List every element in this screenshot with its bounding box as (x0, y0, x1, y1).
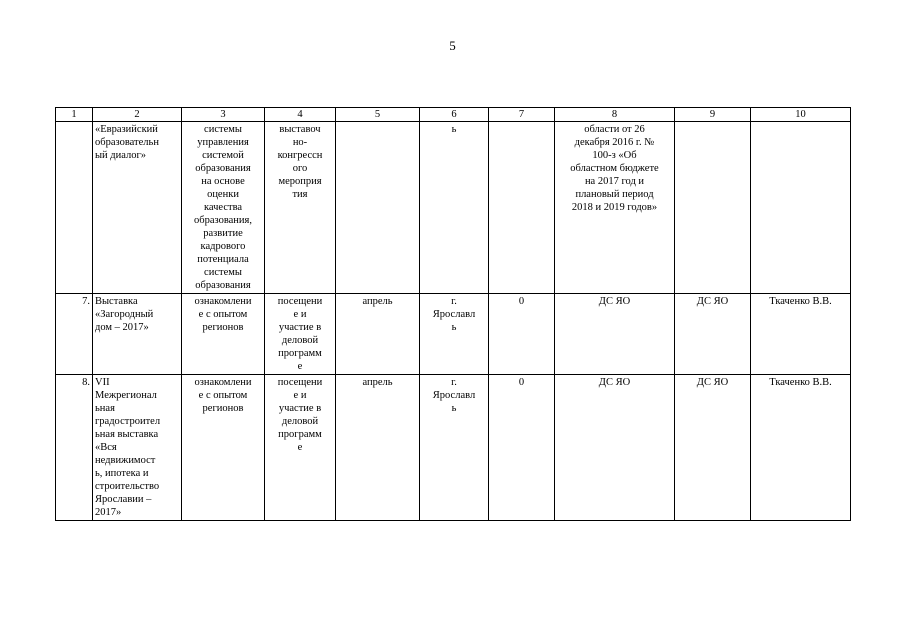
cell-line: Ярославии – (95, 494, 152, 505)
organizer-cell (675, 294, 751, 375)
table-row (56, 294, 851, 375)
cell-line: ый диалог» (95, 150, 147, 161)
cost-cell (489, 122, 555, 294)
cell-line: тия (292, 189, 308, 200)
cell-line: ознакомлени (194, 296, 252, 307)
responsible-cell (751, 122, 851, 294)
cell-line: е (297, 442, 303, 453)
cell-line: образования (195, 280, 251, 291)
cell-line: посещени (277, 377, 323, 388)
cell-line: г. (451, 377, 457, 388)
cell-line: ознакомлени (194, 377, 252, 388)
participation-form-cell (265, 122, 336, 294)
cell-line: развитие (203, 228, 243, 239)
cell-line: регионов (202, 403, 244, 414)
events-table (55, 107, 851, 521)
cell-line: Ткаченко В.В. (769, 377, 832, 388)
cell-line: е и (293, 309, 307, 320)
cell-line: ДС ЯО (598, 296, 631, 307)
cell-line: выставоч (279, 124, 321, 135)
responsible-cell (751, 294, 851, 375)
cell-line: строительство (95, 481, 160, 492)
cell-line: плановый период (575, 189, 654, 200)
funding-source-cell (555, 375, 675, 521)
cell-line: ь (451, 322, 457, 333)
purpose-cell (182, 375, 265, 521)
cell-line: е с опытом (198, 390, 248, 401)
cell-line: ь (451, 124, 457, 135)
cell-line: ь, ипотека и (95, 468, 149, 479)
cell-line: качества (203, 202, 243, 213)
cell-line: дом – 2017» (95, 322, 149, 333)
cell-line: потенциала (197, 254, 249, 265)
cell-line: системы (204, 267, 242, 278)
cell-line: системой (202, 150, 244, 161)
cell-line: программ (278, 429, 322, 440)
cell-line: мероприя (278, 176, 322, 187)
cell-line: деловой (281, 416, 319, 427)
page-number: 5 (449, 38, 456, 53)
cell-line: 2017» (95, 507, 122, 518)
event-name-cell (93, 294, 182, 375)
funding-source-cell (555, 294, 675, 375)
table-row (56, 122, 851, 294)
cell-line: образования (195, 163, 251, 174)
row-number-cell: 7. (56, 294, 93, 375)
cell-line: недвижимост (95, 455, 156, 466)
cell-line: Ткаченко В.В. (769, 296, 832, 307)
cell-line: кадрового (200, 241, 246, 252)
cell-line: ДС ЯО (696, 296, 729, 307)
cell-line: системы (204, 124, 242, 135)
place-cell (420, 375, 489, 521)
cell-line: на 2017 год и (584, 176, 645, 187)
cell-line: е (297, 361, 303, 372)
cell-line: но- (292, 137, 308, 148)
column-header: 9 (675, 108, 751, 122)
purpose-cell (182, 122, 265, 294)
organizer-cell (675, 122, 751, 294)
place-cell (420, 294, 489, 375)
cell-line: г. (451, 296, 457, 307)
header-row (56, 108, 851, 122)
cell-line: участие в (278, 322, 322, 333)
cell-line: 0 (518, 377, 525, 388)
cell-line: Ярославл (432, 309, 476, 320)
cell-line: участие в (278, 403, 322, 414)
cell-line: «Вся (95, 442, 117, 453)
cell-line: «Загородный (95, 309, 154, 320)
column-header: 5 (336, 108, 420, 122)
participation-form-cell (265, 294, 336, 375)
cell-line: ьная (95, 403, 115, 414)
event-name-cell (93, 122, 182, 294)
column-header: 6 (420, 108, 489, 122)
cell-line: градостроител (95, 416, 161, 427)
cell-line: Ярославл (432, 390, 476, 401)
cell-line: регионов (202, 322, 244, 333)
cell-line: конгрессн (277, 150, 323, 161)
cell-line: 100-з «Об (592, 150, 637, 161)
cell-line: ьная выставка (95, 429, 159, 440)
purpose-cell (182, 294, 265, 375)
date-cell (336, 375, 420, 521)
cell-line: Межрегионал (95, 390, 157, 401)
responsible-cell (751, 375, 851, 521)
row-number-cell: 8. (56, 375, 93, 521)
cell-line: ь (451, 403, 457, 414)
cell-line: декабря 2016 г. № (574, 137, 655, 148)
cell-line: программ (278, 348, 322, 359)
cell-line: ого (292, 163, 308, 174)
column-header: 7 (489, 108, 555, 122)
cell-line: 2018 и 2019 годов» (571, 202, 658, 213)
column-header: 10 (751, 108, 851, 122)
cell-line: оценки (207, 189, 239, 200)
cost-cell (489, 294, 555, 375)
cell-line: апрель (362, 377, 393, 388)
cell-line: апрель (362, 296, 393, 307)
cell-line: областном бюджете (570, 163, 659, 174)
cell-line: е с опытом (198, 309, 248, 320)
table-row (56, 375, 851, 521)
organizer-cell (675, 375, 751, 521)
cell-line: 0 (518, 296, 525, 307)
event-name-cell (93, 375, 182, 521)
cell-line: образовательн (95, 137, 159, 148)
participation-form-cell (265, 375, 336, 521)
cost-cell (489, 375, 555, 521)
cell-line: управления (197, 137, 249, 148)
column-header: 3 (182, 108, 265, 122)
cell-line: посещени (277, 296, 323, 307)
funding-source-cell (555, 122, 675, 294)
date-cell (336, 294, 420, 375)
cell-line: VII (95, 377, 110, 388)
cell-line: Выставка (95, 296, 138, 307)
row-number-cell (56, 122, 93, 294)
cell-line: ДС ЯО (598, 377, 631, 388)
place-cell (420, 122, 489, 294)
table-body (56, 122, 851, 521)
cell-line: образования, (193, 215, 252, 226)
cell-line: области от 26 (584, 124, 645, 135)
cell-line: на основе (201, 176, 245, 187)
column-header: 4 (265, 108, 336, 122)
cell-line: «Евразийский (95, 124, 158, 135)
cell-line: ДС ЯО (696, 377, 729, 388)
column-header: 1 (56, 108, 93, 122)
cell-line: деловой (281, 335, 319, 346)
date-cell (336, 122, 420, 294)
cell-line: е и (293, 390, 307, 401)
column-header: 2 (93, 108, 182, 122)
column-header: 8 (555, 108, 675, 122)
